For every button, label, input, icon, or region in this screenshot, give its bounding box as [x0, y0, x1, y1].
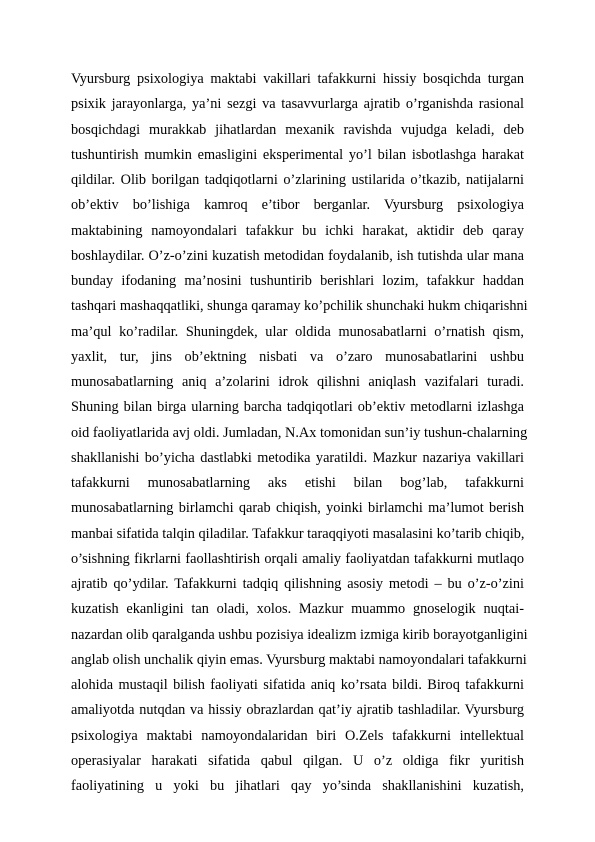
text-line: bosqichdagi murakkab jihatlardan mexanik ravishda vujudga keladi, deb [71, 121, 524, 138]
text-line: kuzatish ekanligini tan oladi, xolos. Mazkur muammo gnoselogik nuqtai- [71, 601, 524, 618]
text-line: ob’ektiv bo’lishiga kamroq e’tibor berganlar. Vyursburg psixologiya [71, 197, 524, 214]
text-line: psixologiya maktabi namoyondalaridan biri O.Zels tafakkurni intellektual [71, 727, 524, 744]
text-line: bunday ifodaning ma’nosini tushuntirib berishlari lozim, tafakkur haddan [71, 273, 524, 289]
text-line: nazardan olib qaralganda ushbu pozisiya idealizm izmiga kirib borayotganligini [71, 626, 528, 643]
text-line: oid faoliyatlarida avj oldi. Jumladan, N.Ax tomonidan sun’iy tushun-chalarning [71, 424, 528, 441]
text-line: qildilar. Olib borilgan tadqiqotlarni o’zlarining ustilarida o’tkazib, natijalarni [71, 172, 524, 188]
text-line: Shuning bilan birga ularning barcha tadqiqotlari ob’ektiv metodlarni izlashga [71, 399, 524, 416]
text-line: operasiyalar harakati sifatida qabul qilgan. U o’z oldiga fikr yuritish [71, 752, 524, 769]
text-line: o’sishning fikrlarni faollashtirish orqali amaliy faoliyatdan tafakkurni mutlaqo [71, 550, 524, 567]
text-line: faoliyatining u yoki bu jihatlari qay yo’sinda shakllanishini kuzatish, [71, 778, 524, 794]
text-line: alohida mustaqil bilish faoliyati sifatida aniq ko’rsata bildi. Biroq tafakkurni [71, 677, 524, 693]
text-line: tushuntirish mumkin emasligini eksperimental yo’l bilan isbotlashga harakat [71, 146, 524, 163]
text-line: psixik jarayonlarga, ya’ni sezgi va tasavvurlarga ajratib o’rganishda rasional [71, 96, 524, 113]
text-line: ajratib qo’ydilar. Tafakkurni tadqiq qilishning asosiy metodi – bu o’z-o’zini [71, 576, 524, 592]
text-line: munosabatlarning aniq a’zolarini idrok qilishni aniqlash vazifalari turadi. [71, 374, 524, 390]
text-line: manbai sifatida talqin qiladilar. Tafakkur taraqqiyoti masalasini ko’tarib chiqib, [71, 525, 525, 542]
text-line: tashqari mashaqqatliki, shunga qaramay ko’pchilik shunchaki hukm chiqarishni [71, 298, 528, 315]
text-line: maktabining namoyondalari tafakkur bu ichki harakat, aktidir deb qaray [71, 222, 524, 239]
document-body [71, 67, 528, 799]
text-line: Vyursburg psixologiya maktabi vakillari tafakkurni hissiy bosqichda turgan [71, 71, 524, 87]
text-line: yaxlit, tur, jins ob’ektning nisbati va o’zaro munosabatlarini ushbu [71, 348, 524, 365]
text-line: shakllanishi bo’yicha dastlabki metodika yaratildi. Mazkur nazariya vakillari [71, 449, 524, 466]
text-line: ma’qul ko’radilar. Shuningdek, ular oldida munosabatlarni o’rnatish qism, [71, 323, 524, 340]
text-line: tafakkurni munosabatlarning aks etishi bilan bog’lab, tafakkurni [71, 475, 524, 491]
text-line: boshlaydilar. O’z-o’zini kuzatish metodidan foydalanib, ish tutishda ular mana [71, 247, 524, 264]
text-line: munosabatlarning birlamchi qarab chiqish, yoinki birlamchi ma’lumot berish [71, 500, 524, 517]
text-line: anglab olish unchalik qiyin emas. Vyursburg maktabi namoyondalari tafakkurni [71, 651, 527, 668]
text-line: amaliyotda nutqdan va hissiy obrazlardan qat’iy ajratib tashladilar. Vyursburg [71, 702, 524, 719]
